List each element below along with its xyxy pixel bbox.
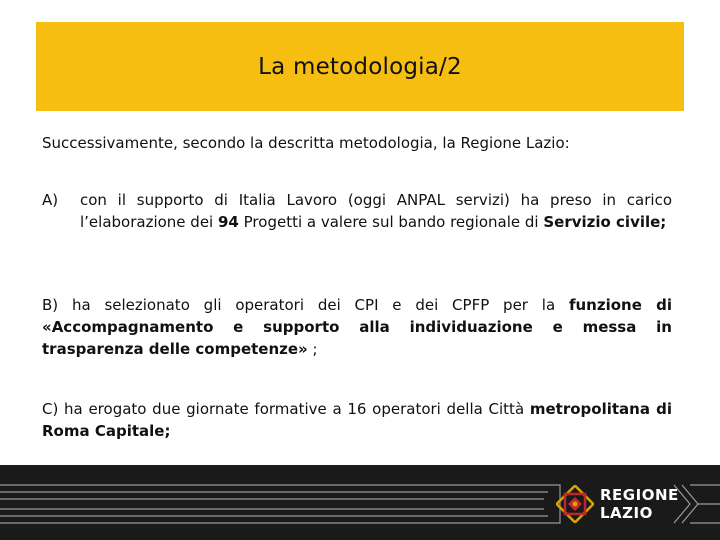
item-a-text-1: con il supporto di Italia Lavoro (oggi ANPAL servizi) ha preso in carico l’elaborazione dei — [80, 191, 672, 231]
item-a-text-2: Progetti a valere sul bando regionale di — [238, 213, 544, 231]
item-c-text-1: C) ha erogato due giornate formative a 16 operatori della Città — [42, 400, 530, 418]
regione-lazio-logo — [600, 486, 679, 522]
list-item-a — [42, 189, 672, 233]
item-a-marker: A) — [42, 191, 59, 209]
item-a-bold-2: Servizio civile; — [543, 213, 667, 231]
footer-band — [0, 465, 720, 540]
item-c-bold-1: metropolitana di Roma Capitale; — [42, 400, 672, 440]
item-b-bold-1: funzione di «Accompagnamento e supporto alla individuazione e messa in trasparenza delle competenze» — [42, 296, 673, 358]
title-band — [36, 22, 684, 111]
list-item-b — [42, 294, 672, 360]
item-a-bold-1: 94 — [218, 213, 239, 231]
slide-title: La metodologia/2 — [258, 53, 462, 80]
logo-line-1: REGIONE — [600, 486, 679, 504]
item-b-text-2: ; — [307, 340, 318, 358]
slide-content — [42, 132, 673, 440]
item-a-body — [80, 189, 672, 233]
item-b-text-1: B) ha selezionato gli operatori dei CPI e dei CPFP per la — [42, 296, 569, 314]
list-item-c — [42, 398, 672, 442]
intro-paragraph: Successivamente, secondo la descritta metodologia, la Regione Lazio: — [42, 134, 570, 152]
regione-lazio-emblem-icon — [556, 485, 594, 523]
logo-line-2: LAZIO — [600, 504, 653, 522]
